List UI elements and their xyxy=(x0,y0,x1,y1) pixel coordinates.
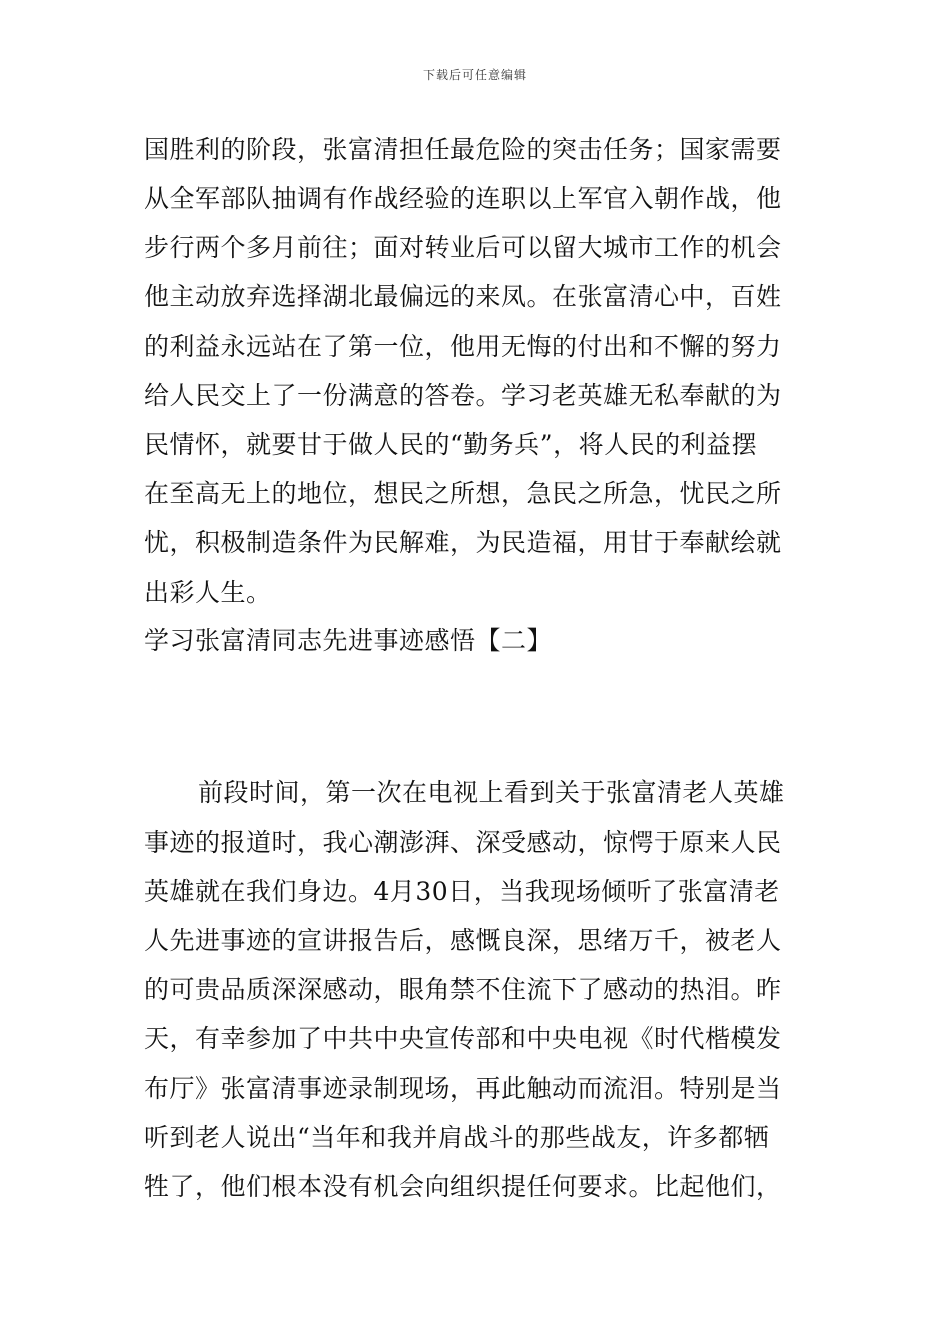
text-line: 在至高无上的地位，想民之所想，急民之所急，忧民之所 xyxy=(144,479,782,508)
text-line: 前段时间，第一次在电视上看到关于张富清老人英雄 xyxy=(198,778,785,807)
text-line: 忧，积极制造条件为民解难，为民造福，用甘于奉献绘就 xyxy=(144,528,782,557)
text-line: 天，有幸参加了中共中央宣传部和中央电视《时代楷模发 xyxy=(144,1024,782,1053)
text-line: 听到老人说出“当年和我并肩战斗的那些战友，许多都牺 xyxy=(144,1123,770,1152)
text-line: 的可贵品质深深感动，眼角禁不住流下了感动的热泪。昨 xyxy=(144,975,782,1004)
page-header: 下载后可任意编辑 xyxy=(422,68,527,82)
text-line: 给人民交上了一份满意的答卷。学习老英雄无私奉献的为 xyxy=(144,381,782,410)
text-line: 他主动放弃选择湖北最偏远的来凤。在张富清心中，百姓 xyxy=(144,282,782,311)
text-line: 从全军部队抽调有作战经验的连职以上军官入朝作战，他 xyxy=(144,184,782,213)
text-line: 布厅》张富清事迹录制现场，再此触动而流泪。特别是当 xyxy=(144,1074,782,1103)
text-line: 的利益永远站在了第一位，他用无悔的付出和不懈的努力 xyxy=(144,332,782,361)
text-line: 人先进事迹的宣讲报告后，感慨良深，思绪万千，被老人 xyxy=(144,926,782,955)
text-line: 事迹的报道时，我心潮澎湃、深受感动，惊愕于原来人民 xyxy=(144,828,782,857)
text-line: 出彩人生。 xyxy=(144,578,272,607)
text-line: 国胜利的阶段，张富清担任最危险的突击任务；国家需要 xyxy=(144,135,782,164)
text-line: 民情怀，就要甘于做人民的“勤务兵”，将人民的利益摆 xyxy=(144,430,758,459)
text-line: 牲了，他们根本没有机会向组织提任何要求。比起他们， xyxy=(144,1172,782,1201)
text-line: 英雄就在我们身边。4月30日，当我现场倾听了张富清老 xyxy=(144,877,780,906)
section-heading: 学习张富清同志先进事迹感悟【二】 xyxy=(144,626,553,655)
text-line: 步行两个多月前往；面对转业后可以留大城市工作的机会 xyxy=(144,233,782,262)
